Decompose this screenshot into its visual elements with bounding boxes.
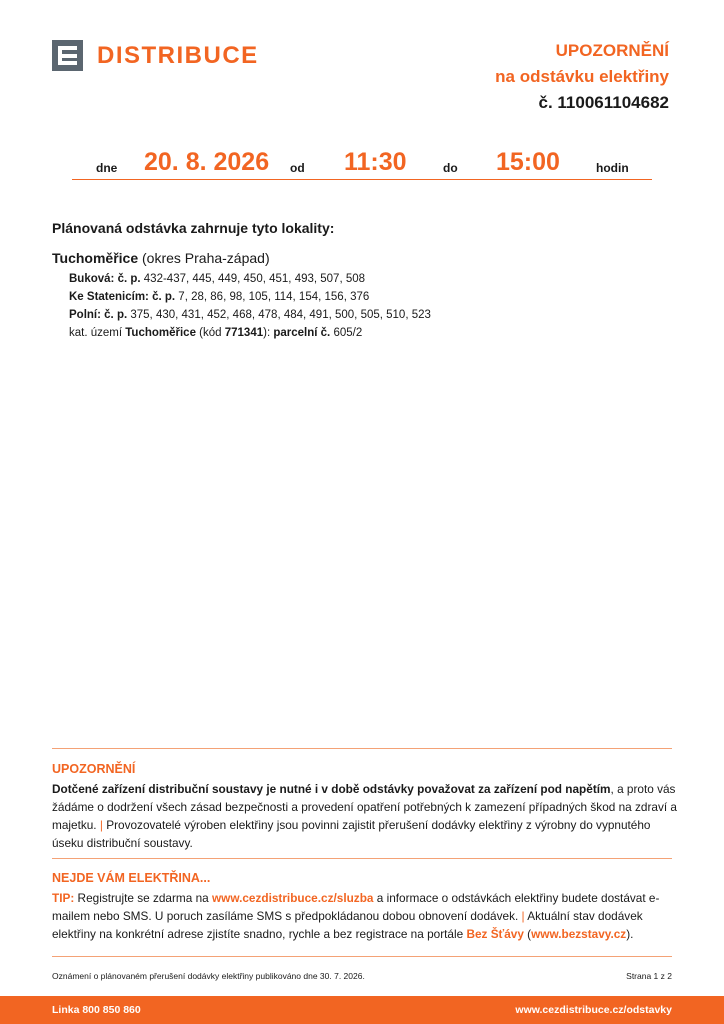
town (52, 250, 270, 266)
kat-code-suffix: ): (263, 327, 274, 339)
from-label: od (290, 161, 305, 175)
street-numbers: 375, 430, 431, 452, 468, 478, 484, 491, 500, 505, 510, 523 (127, 309, 431, 321)
to-label: do (443, 161, 458, 175)
town-district: (okres Praha-západ) (138, 250, 270, 266)
kat-prefix: kat. území (69, 327, 126, 339)
street-name: Buková: (69, 273, 115, 285)
page-number: Strana 1 z 2 (626, 971, 672, 981)
info-text2: a informace o odstávkách elektřiny budete dostávat e-mailem nebo SMS. U poruch zasíláme SMS s předpokládanou dobou obnovení dodávek. (52, 891, 660, 923)
street-name: Ke Statenicím: (69, 291, 149, 303)
street-item (69, 306, 431, 324)
separator: | (99, 818, 103, 832)
street-cp-label: č. p. (152, 291, 176, 303)
notice-subtitle: na odstávku elektřiny (495, 67, 669, 86)
kat-area: Tuchoměřice (125, 327, 196, 339)
hours-label: hodin (596, 161, 629, 175)
bezstavy-link[interactable]: www.bezstavy.cz (531, 927, 627, 941)
divider (52, 956, 672, 957)
separator: | (521, 909, 525, 923)
tip-label: TIP: (52, 891, 75, 905)
hotline: Linka 800 850 860 (52, 1004, 141, 1016)
info-title: NEJDE VÁM ELEKTŘINA... (52, 871, 211, 885)
warning-text1: , a proto vás žádáme o dodržení všech zásad bezpečnosti a provedení opatření potřebných k zamezení případných škod na zdraví a majetku. (52, 782, 677, 832)
divider (52, 748, 672, 749)
kat-code-prefix: (kód (195, 327, 225, 339)
street-cp-label: č. p. (104, 309, 128, 321)
brand-name: DISTRIBUCE (97, 41, 259, 69)
notice-number: č. 110061104682 (538, 93, 669, 112)
street-item (69, 288, 431, 306)
street-name: Polní: (69, 309, 101, 321)
outages-website-link[interactable]: www.cezdistribuce.cz/odstavky (515, 1004, 672, 1016)
kat-parcel-label: parcelní č. (273, 327, 331, 339)
cez-logo (52, 40, 259, 71)
divider (52, 858, 672, 859)
info-text (52, 889, 677, 943)
locations-title: Plánovaná odstávka zahrnuje tyto lokality: (52, 220, 335, 236)
warning-title: UPOZORNĚNÍ (52, 762, 136, 776)
street-cp-label: č. p. (117, 273, 141, 285)
street-numbers: 7, 28, 86, 98, 105, 114, 154, 156, 376 (175, 291, 370, 303)
footer-bar (0, 996, 724, 1024)
cez-logo-icon (52, 40, 83, 71)
notice-title: UPOZORNĚNÍ (555, 41, 669, 60)
published-note: Oznámení o plánovaném přerušení dodávky elektřiny publikováno dne 30. 7. 2026. (52, 971, 365, 981)
info-text5: ). (626, 927, 634, 941)
from-time: 11:30 (344, 148, 407, 176)
warning-text2: Provozovatelé výroben elektřiny jsou povinni zajistit přerušení dodávky elektřiny z výrobny do vypnutého úseku distribuční soustavy. (52, 818, 651, 850)
town-name: Tuchoměřice (52, 250, 139, 266)
day-label: dne (96, 161, 118, 175)
registration-link[interactable]: www.cezdistribuce.cz/sluzba (211, 891, 374, 905)
street-numbers: 432-437, 445, 449, 450, 451, 493, 507, 508 (140, 273, 366, 285)
cadastral-info (69, 327, 362, 339)
portal-name: Bez Šťávy (466, 927, 524, 941)
notice-header (495, 38, 669, 116)
street-list (69, 270, 431, 324)
to-time: 15:00 (496, 148, 560, 176)
street-item (69, 270, 431, 288)
warning-text (52, 780, 677, 852)
kat-parcel: 605/2 (330, 327, 363, 339)
outage-date: 20. 8. 2026 (144, 148, 270, 176)
warning-bold: Dotčené zařízení distribuční soustavy je nutné i v době odstávky považovat za zařízení pod napětím (52, 782, 611, 796)
outage-dateline (72, 148, 652, 180)
info-text3: Aktuální stav dodávek elektřiny na konkrétní adrese zjistíte snadno, rychle a bez registrace na portále (52, 909, 643, 941)
info-text4: ( (523, 927, 532, 941)
kat-code: 771341 (224, 327, 264, 339)
info-text1: Registrujte se zdarma na (74, 891, 212, 905)
